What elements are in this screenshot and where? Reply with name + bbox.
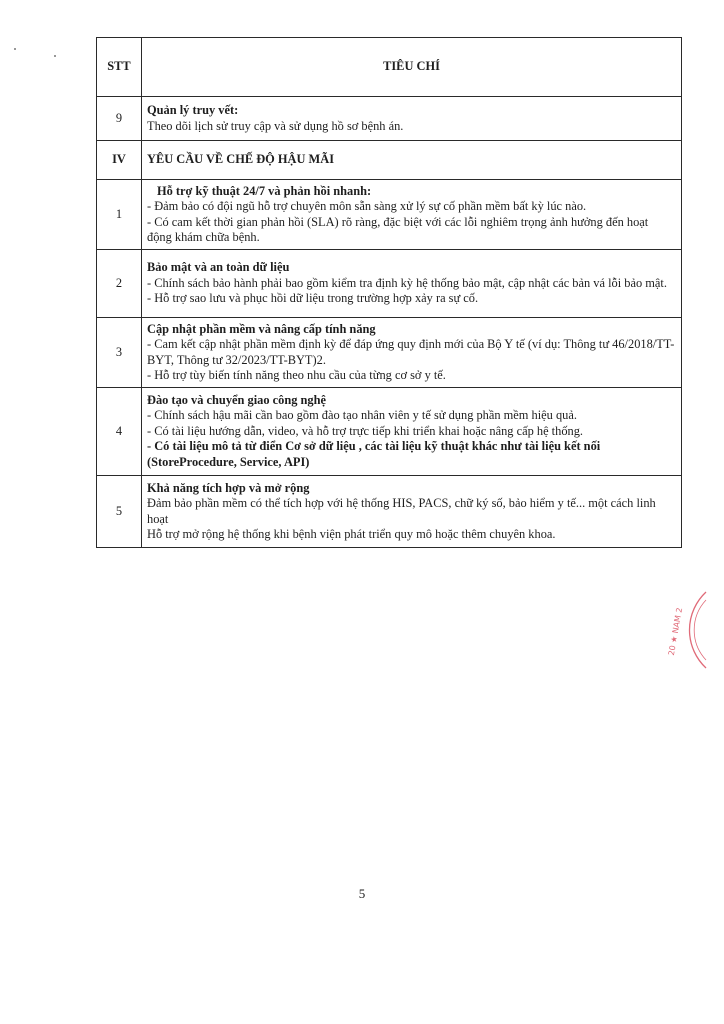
row-number: 3 bbox=[97, 318, 142, 388]
row-title: Quản lý truy vết: bbox=[147, 103, 239, 117]
row-content bbox=[142, 250, 682, 318]
scan-speck bbox=[54, 55, 56, 57]
row-line: - Chính sách hậu mãi cần bao gồm đào tạo nhân viên y tế sử dụng phần mềm hiệu quả. bbox=[147, 408, 577, 423]
table-row bbox=[97, 388, 682, 476]
scan-speck bbox=[14, 48, 16, 50]
stt-header: STT bbox=[97, 38, 142, 97]
criteria-table bbox=[96, 37, 682, 548]
row-title: Bảo mật và an toàn dữ liệu bbox=[147, 260, 290, 275]
table-row bbox=[97, 180, 682, 250]
row-title: Khả năng tích hợp và mở rộng bbox=[147, 480, 310, 495]
stamp-mark bbox=[648, 588, 708, 672]
criteria-header: TIÊU CHÍ bbox=[142, 38, 682, 97]
table-row bbox=[97, 318, 682, 388]
row-title: Hỗ trợ kỹ thuật 24/7 và phản hồi nhanh: bbox=[157, 183, 372, 198]
row-line-bold: - Có tài liệu mô tả từ điển Cơ sở dữ liệu , các tài liệu kỹ thuật khác như tài liệu kết nối (StoreProcedure, Service, API) bbox=[147, 439, 601, 469]
row-line: - Đảm bảo có đội ngũ hỗ trợ chuyên môn sẵn sàng xử lý sự cố phần mềm bất kỳ lúc nào. bbox=[147, 199, 587, 213]
row-title: Cập nhật phần mềm và nâng cấp tính năng bbox=[147, 321, 376, 336]
row-content bbox=[142, 180, 682, 250]
row-line: Theo dõi lịch sử truy cập và sử dụng hồ sơ bệnh án. bbox=[147, 118, 404, 133]
section-title: YÊU CẦU VỀ CHẾ ĐỘ HẬU MÃI bbox=[142, 141, 682, 180]
section-number: IV bbox=[97, 141, 142, 180]
row-number: 9 bbox=[97, 97, 142, 141]
row-number: 5 bbox=[97, 476, 142, 548]
row-line: - Hỗ trợ sao lưu và phục hồi dữ liệu trong trường hợp xảy ra sự cố. bbox=[147, 291, 479, 306]
row-line: Đảm bảo phần mềm có thể tích hợp với hệ thống HIS, PACS, chữ ký số, bảo hiểm y tế... một cách linh hoạt bbox=[147, 496, 656, 526]
row-content bbox=[142, 388, 682, 476]
row-line: - Cam kết cập nhật phần mềm định kỳ để đáp ứng quy định mới của Bộ Y tế (ví dụ: Thông tư 46/2018/TT-BYT, Thông tư 32/2023/TT-BYT)2. bbox=[147, 337, 675, 367]
page-number: 5 bbox=[358, 886, 366, 901]
section-row bbox=[97, 141, 682, 180]
row-content bbox=[142, 97, 682, 141]
table-row bbox=[97, 250, 682, 318]
row-line: - Chính sách bảo hành phải bao gồm kiểm tra định kỳ hệ thống bảo mật, cập nhật các bản vá lỗi bảo mật. bbox=[147, 275, 667, 290]
row-title: Đào tạo và chuyển giao công nghệ bbox=[147, 392, 326, 407]
row-line: - Có tài liệu hướng dẫn, video, và hỗ trợ trực tiếp khi triển khai hoặc nâng cấp hệ thống. bbox=[147, 423, 584, 438]
row-content bbox=[142, 476, 682, 548]
table-row bbox=[97, 97, 682, 141]
row-line: Hỗ trợ mở rộng hệ thống khi bệnh viện phát triển quy mô hoặc thêm chuyên khoa. bbox=[147, 527, 556, 541]
row-line: - Có cam kết thời gian phản hồi (SLA) rõ ràng, đặc biệt với các lỗi nghiêm trọng ảnh hưởng đến hoạt động khám chữa bệnh. bbox=[147, 214, 649, 244]
row-number: 1 bbox=[97, 180, 142, 250]
row-number: 2 bbox=[97, 250, 142, 318]
table-header-row bbox=[97, 38, 682, 97]
row-content bbox=[142, 318, 682, 388]
row-number: 4 bbox=[97, 388, 142, 476]
table-row bbox=[97, 476, 682, 548]
svg-text:20 ★ NAM 2: 20 ★ NAM 2 bbox=[666, 606, 685, 657]
row-line: - Hỗ trợ tùy biến tính năng theo nhu cầu của từng cơ sở y tế. bbox=[147, 368, 446, 382]
